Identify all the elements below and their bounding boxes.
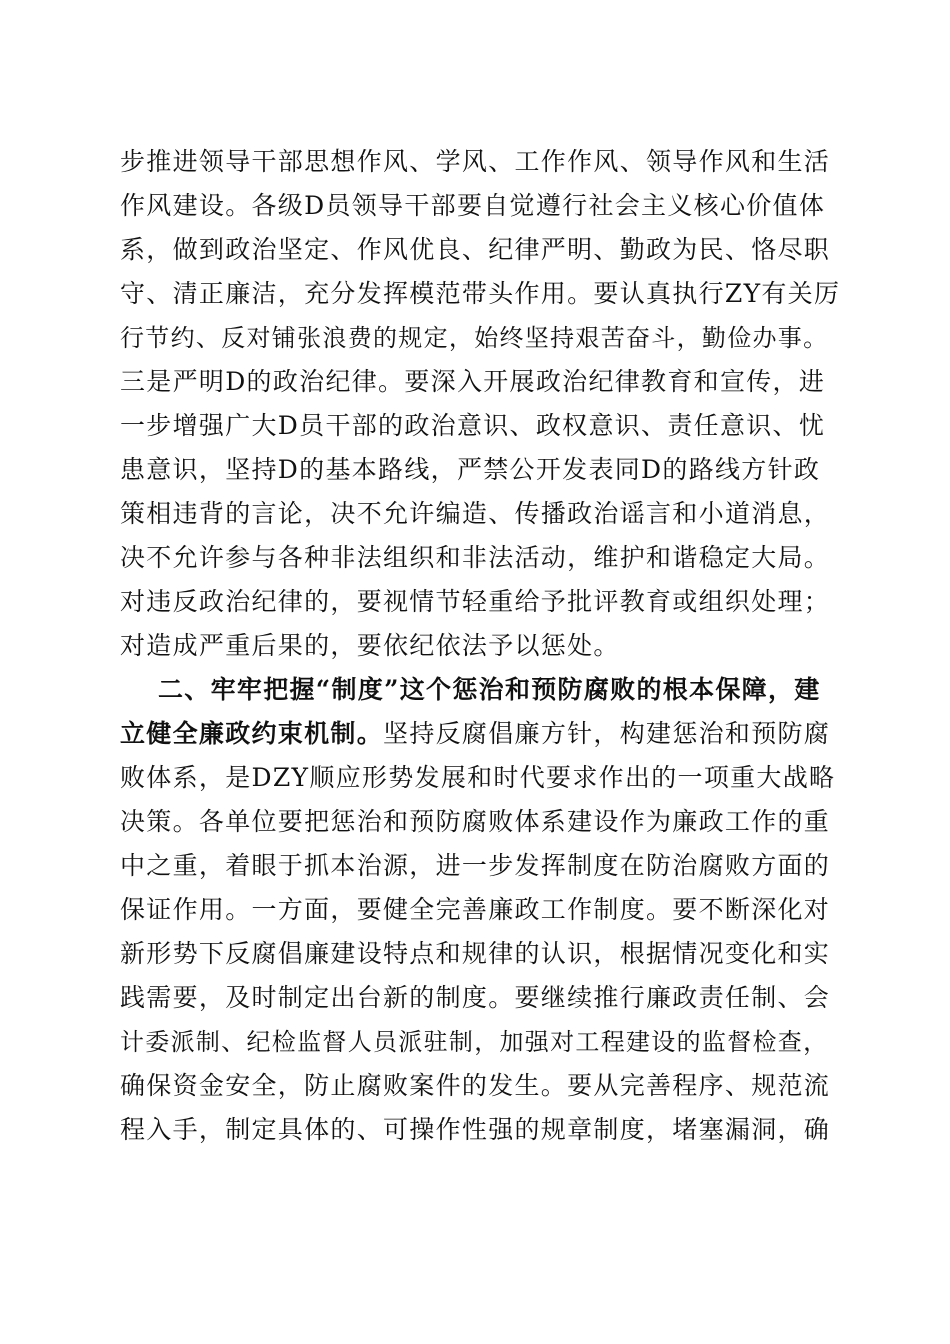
body-text-line: 行节约、反对铺张浪费的规定，始终坚持艰苦奋斗，勤俭办事。 [120, 324, 829, 352]
section-heading-tail: 立健全廉政约束机制。 [120, 719, 384, 748]
body-text-line: 中之重，着眼于抓本治源，进一步发挥制度在防治腐败方面的 [120, 851, 831, 880]
body-text-fragment: 坚持反腐倡廉方针，构建惩治和预防腐 [383, 719, 831, 748]
section-heading: 二、牢牢把握“制度”这个惩治和预防腐败的根本保障，建 [158, 675, 821, 704]
body-text-line: 新形势下反腐倡廉建设特点和规律的认识，根据情况变化和实 [120, 939, 831, 968]
body-text-line: 三是严明D的政治纪律。要深入开展政治纪律教育和宣传，进 [120, 367, 826, 396]
body-text-line: 系，做到政治坚定、作风优良、纪律严明、勤政为民、恪尽职 [120, 235, 831, 264]
body-text-line: 践需要，及时制定出台新的制度。要继续推行廉政责任制、会 [120, 983, 831, 1012]
body-text-line: 一步增强广大D员干部的政治意识、政权意识、责任意识、忧 [120, 411, 826, 440]
body-text-line: 策相违背的言论，决不允许编造、传播政治谣言和小道消息， [120, 499, 831, 528]
body-text-line: 患意识，坚持D的基本路线，严禁公开发表同D的路线方针政 [120, 455, 821, 484]
body-text-line: 对违反政治纪律的，要视情节轻重给予批评教育或组织处理； [120, 587, 831, 616]
body-text-line: 计委派制、纪检监督人员派驻制，加强对工程建设的监督检查， [120, 1028, 829, 1056]
body-text-line: 对造成严重后果的，要依纪依法予以惩处。 [120, 631, 620, 660]
body-text-line: 确保资金安全，防止腐败案件的发生。要从完善程序、规范流 [120, 1071, 831, 1100]
body-text-line: 步推进领导干部思想作风、学风、工作作风、领导作风和生活 [120, 147, 831, 176]
body-text-line: 程入手，制定具体的、可操作性强的规章制度，堵塞漏洞，确 [120, 1115, 831, 1144]
body-text-line: 守、清正廉洁，充分发挥模范带头作用。要认真执行ZY有关厉 [120, 279, 841, 308]
body-text-line: 保证作用。一方面，要健全完善廉政工作制度。要不断深化对 [120, 895, 831, 924]
body-text-line: 作风建设。各级D员领导干部要自觉遵行社会主义核心价值体 [120, 191, 826, 220]
body-text-line: 决不允许参与各种非法组织和非法活动，维护和谐稳定大局。 [120, 543, 831, 572]
section-heading-continuation [120, 719, 840, 749]
body-text-line: 败体系，是DZY顺应形势发展和时代要求作出的一项重大战略 [120, 763, 836, 792]
body-text-line: 决策。各单位要把惩治和预防腐败体系建设作为廉政工作的重 [120, 807, 831, 836]
